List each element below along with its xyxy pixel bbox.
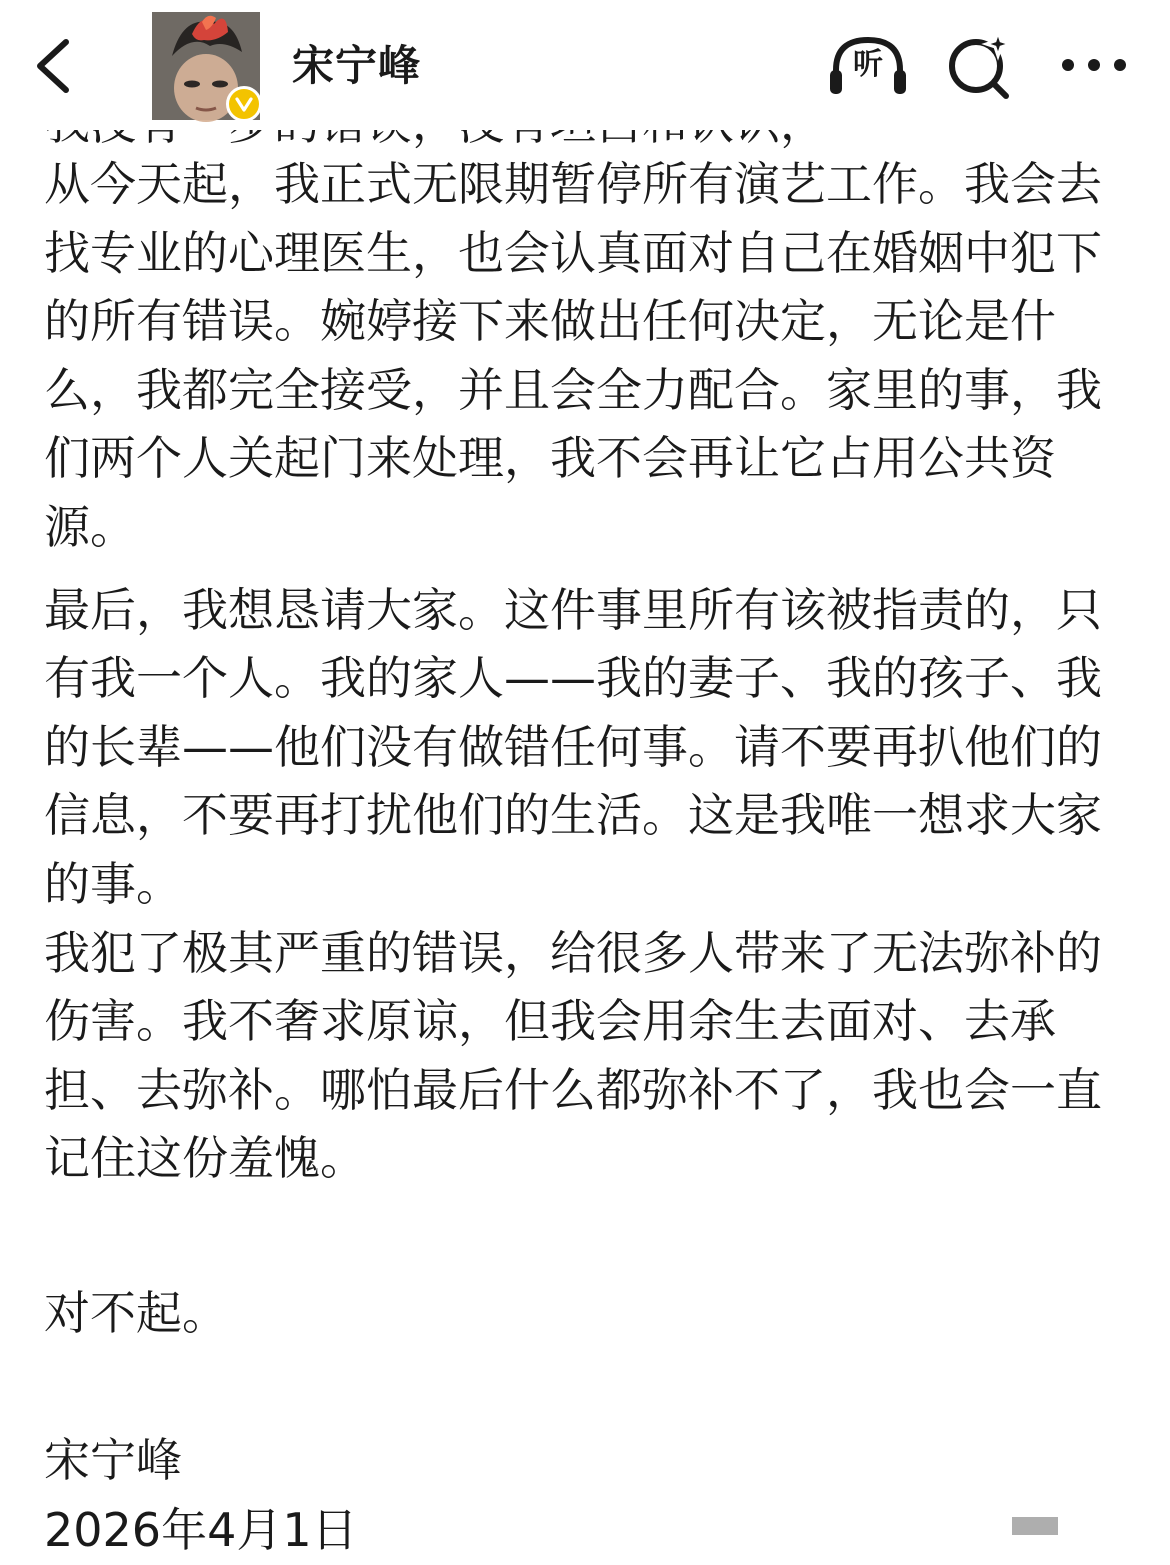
post-date: 2026年4月1日	[44, 1502, 358, 1557]
back-button[interactable]	[30, 36, 80, 96]
post-paragraph-1: 从今天起，我正式无限期暂停所有演艺工作。我会去找专业的心理医生，也会认真面对自己在婚姻中犯下的所有错误。婉婷接下来做出任何决定，无论是什么，我都完全接受，并且会全力配合。家里的事，我们两个人关起门来处理，我不会再让它占用公共资源。	[44, 157, 1102, 554]
search-button[interactable]	[944, 30, 1016, 102]
apology-line: 对不起。	[44, 1285, 228, 1340]
chevron-left-icon	[30, 36, 80, 96]
username[interactable]: 宋宁峰	[292, 41, 422, 90]
listen-button[interactable]	[826, 30, 910, 100]
signature-name: 宋宁峰	[44, 1432, 182, 1487]
post-paragraph-3: 我犯了极其严重的错误，给很多人带来了无法弥补的伤害。我不奢求原谅，但我会用余生去面对、去承担、去弥补。哪怕最后什么都弥补不了，我也会一直记住这份羞愧。	[44, 925, 1102, 1186]
post-body	[44, 150, 1134, 1565]
post-paragraph-2: 最后，我想恳请大家。这件事里所有该被指责的，只有我一个人。我的家人——我的妻子、我的孩子、我的长辈——他们没有做错任何事。请不要再扒他们的信息，不要再打扰他们的生活。这是我唯一想求大家的事。	[44, 582, 1102, 911]
verified-badge-icon	[226, 86, 262, 122]
top-navigation-bar	[0, 0, 1170, 130]
more-button[interactable]	[1056, 40, 1132, 90]
sparkle-search-icon	[944, 30, 1016, 102]
more-dots-icon	[1056, 40, 1132, 90]
corner-watermark	[1012, 1517, 1058, 1535]
listen-label: 听	[853, 47, 883, 82]
